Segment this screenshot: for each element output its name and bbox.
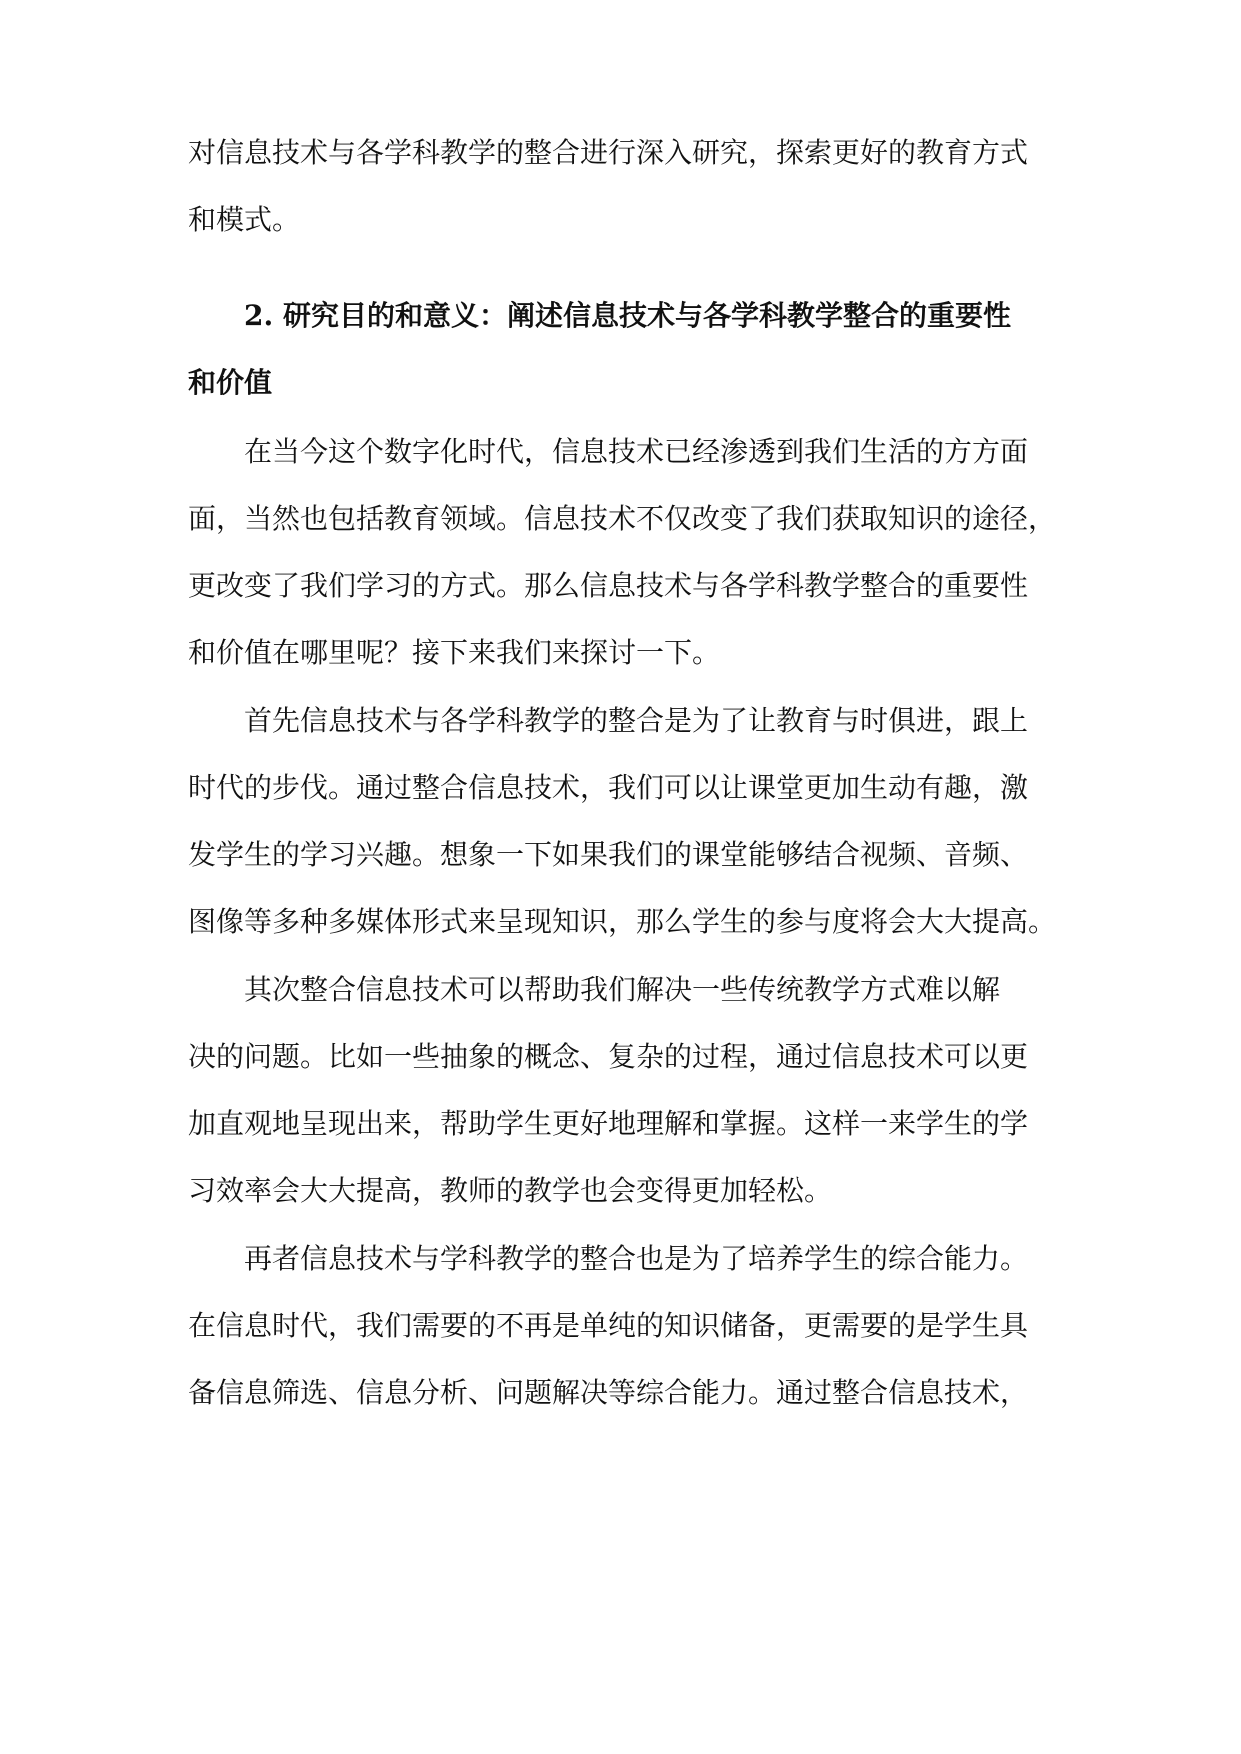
body-text-line: 时代的步伐。通过整合信息技术，我们可以让课堂更加生动有趣，激 (188, 771, 1029, 804)
body-text-line: 图像等多种多媒体形式来呈现知识，那么学生的参与度将会大大提高。 (188, 905, 1057, 938)
body-text-line: 习效率会大大提高，教师的教学也会变得更加轻松。 (188, 1174, 833, 1207)
paragraph-start: 在当今这个数字化时代，信息技术已经渗透到我们生活的方方面 (244, 435, 1029, 468)
section-heading: 2. 研究目的和意义：阐述信息技术与各学科教学整合的重要性 (244, 299, 1011, 332)
section-heading-continued: 和价值 (188, 366, 273, 399)
paragraph-start: 其次整合信息技术可以帮助我们解决一些传统教学方式难以解 (244, 973, 1001, 1006)
body-text-line: 更改变了我们学习的方式。那么信息技术与各学科教学整合的重要性 (188, 569, 1029, 602)
paragraph-start: 再者信息技术与学科教学的整合也是为了培养学生的综合能力。 (244, 1242, 1029, 1275)
body-text-line: 发学生的学习兴趣。想象一下如果我们的课堂能够结合视频、音频、 (188, 838, 1029, 871)
body-text-line: 加直观地呈现出来，帮助学生更好地理解和掌握。这样一来学生的学 (188, 1107, 1029, 1140)
body-text-line: 和模式。 (188, 203, 301, 236)
paragraph-start: 首先信息技术与各学科教学的整合是为了让教育与时俱进，跟上 (244, 704, 1029, 737)
body-text-line: 备信息筛选、信息分析、问题解决等综合能力。通过整合信息技术， (188, 1376, 1029, 1409)
body-text-line: 对信息技术与各学科教学的整合进行深入研究，探索更好的教育方式 (188, 136, 1029, 169)
body-text-line: 和价值在哪里呢？接下来我们来探讨一下。 (188, 636, 721, 669)
body-text-line: 面，当然也包括教育领域。信息技术不仅改变了我们获取知识的途径， (188, 502, 1057, 535)
body-text-line: 在信息时代，我们需要的不再是单纯的知识储备，更需要的是学生具 (188, 1309, 1029, 1342)
body-text-line: 决的问题。比如一些抽象的概念、复杂的过程，通过信息技术可以更 (188, 1040, 1029, 1073)
